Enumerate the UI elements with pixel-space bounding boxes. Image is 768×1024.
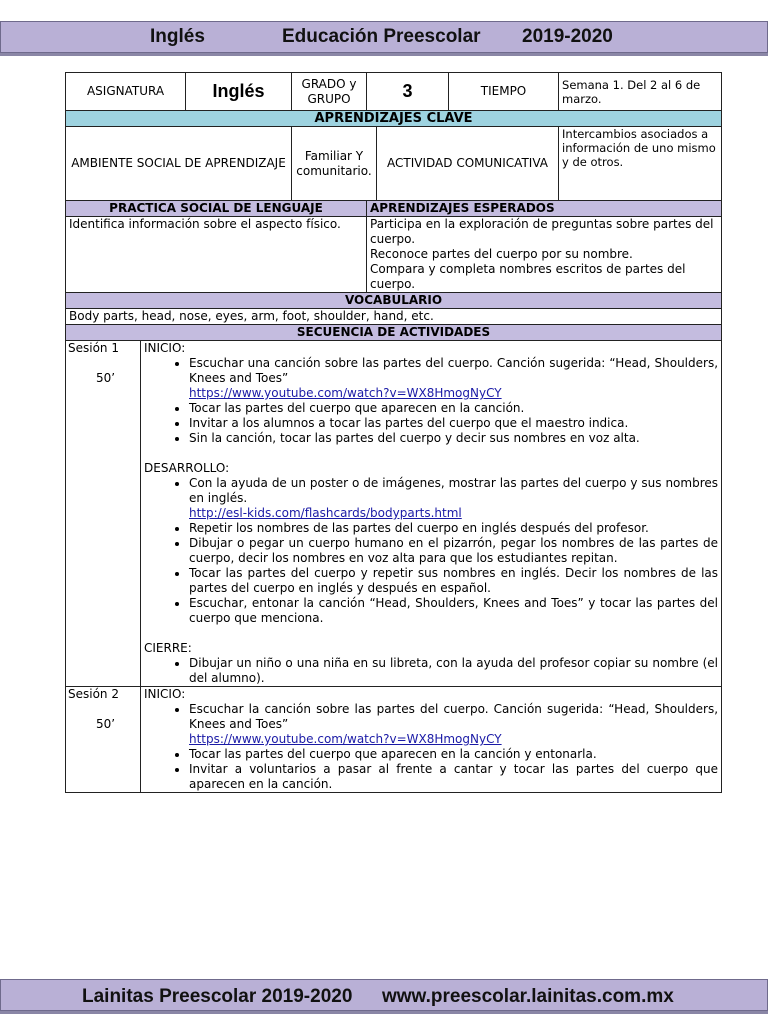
esperados-label: APRENDIZAJES ESPERADOS: [367, 201, 722, 217]
secuencia-header: SECUENCIA DE ACTIVIDADES: [66, 325, 722, 341]
cierre-label: CIERRE:: [144, 641, 192, 655]
bottom-banner: [0, 979, 768, 1011]
banner-level: Educación Preescolar: [282, 26, 481, 47]
flashcards-link[interactable]: http://esl-kids.com/flashcards/bodyparts.html: [189, 506, 462, 520]
list-item: • Tocar las partes del cuerpo que aparecen en la canción y entonarla.: [189, 747, 718, 762]
practica-value: Identifica información sobre el aspecto físico.: [66, 217, 367, 293]
session-activities: [141, 341, 722, 687]
list-item: • Dibujar un niño o una niña en su libreta, con la ayuda del profesor copiar su nombre (el del alumno).: [189, 656, 718, 686]
list-item: • Sin la canción, tocar las partes del cuerpo y decir sus nombres en voz alta.: [189, 431, 718, 446]
list-item: • Tocar las partes del cuerpo que aparecen en la canción.: [189, 401, 718, 416]
list-item: • Escuchar la canción sobre las partes del cuerpo. Canción sugerida: “Head, Shoulders, Knees and Toes” https://www.youtube.com/watch?v=WX8HmogNyCY: [189, 702, 718, 747]
session-cell: [66, 341, 141, 687]
session-activities: [141, 687, 722, 793]
grado-value: 3: [367, 73, 449, 111]
inicio-list: [144, 702, 718, 792]
ambiente-value: Familiar Y comunitario.: [292, 127, 377, 201]
list-item: • Invitar a los alumnos a tocar las partes del cuerpo que el maestro indica.: [189, 416, 718, 431]
top-banner: [0, 21, 768, 53]
youtube-link[interactable]: https://www.youtube.com/watch?v=WX8HmogNyCY: [189, 732, 502, 746]
list-item: • Invitar a voluntarios a pasar al frente a cantar y tocar las partes del cuerpo que aparecen en la canción.: [189, 762, 718, 792]
session-name: Sesión 2: [68, 687, 119, 701]
list-item: • Tocar las partes del cuerpo y repetir sus nombres en inglés. Decir los nombres de las partes del cuerpo en inglés y después en español.: [189, 566, 718, 596]
session-row: [66, 341, 722, 687]
esperados-list: [367, 217, 722, 293]
practica-label: PRACTICA SOCIAL DE LENGUAJE: [66, 201, 367, 217]
session-time: 50’: [96, 371, 116, 385]
ambiente-label: AMBIENTE SOCIAL DE APRENDIZAJE: [66, 127, 292, 201]
cierre-list: [144, 656, 718, 686]
asignatura-label: ASIGNATURA: [66, 73, 186, 111]
session-name: Sesión 1: [68, 341, 119, 355]
actividad-value: Intercambios asociados a información de uno mismo y de otros.: [559, 127, 722, 201]
inicio-label: INICIO:: [144, 687, 186, 701]
list-item: • Escuchar, entonar la canción “Head, Shoulders, Knees and Toes” y tocar las partes del cuerpo que menciona.: [189, 596, 718, 626]
esperado-item: Participa en la exploración de preguntas sobre partes del cuerpo.: [370, 217, 714, 246]
youtube-link[interactable]: https://www.youtube.com/watch?v=WX8HmogNyCY: [189, 386, 502, 400]
actividad-label: ACTIVIDAD COMUNICATIVA: [377, 127, 559, 201]
lesson-plan-table: [65, 72, 722, 793]
asignatura-value: Inglés: [186, 73, 292, 111]
desarrollo-label: DESARROLLO:: [144, 461, 230, 475]
list-item: • Escuchar una canción sobre las partes del cuerpo. Canción sugerida: “Head, Shoulders, Knees and Toes” https://www.youtube.com/watch?v=WX8HmogNyCY: [189, 356, 718, 401]
esperado-item: Compara y completa nombres escritos de partes del cuerpo.: [370, 262, 686, 291]
footer-url[interactable]: www.preescolar.lainitas.com.mx: [382, 986, 674, 1007]
inicio-list: [144, 356, 718, 446]
list-item: • Con la ayuda de un poster o de imágenes, mostrar las partes del cuerpo y sus nombres en inglés. http://esl-kids.com/flashcards/bodyparts.html: [189, 476, 718, 521]
session-cell: [66, 687, 141, 793]
desarrollo-list: [144, 476, 718, 626]
list-item: • Dibujar o pegar un cuerpo humano en el pizarrón, pegar los nombres de las partes de cuerpo, decir los nombres en voz alta para que los estudiantes repitan.: [189, 536, 718, 566]
tiempo-label: TIEMPO: [449, 73, 559, 111]
footer-site-name: Lainitas Preescolar 2019-2020: [82, 986, 353, 1007]
session-time: 50’: [96, 717, 116, 731]
vocabulario-header: VOCABULARIO: [66, 293, 722, 309]
banner-year: 2019-2020: [522, 26, 613, 47]
tiempo-value: Semana 1. Del 2 al 6 de marzo.: [559, 73, 722, 111]
session-row: [66, 687, 722, 793]
grado-label: GRADO y GRUPO: [292, 73, 367, 111]
esperado-item: Reconoce partes del cuerpo por su nombre.: [370, 247, 633, 261]
list-item: • Repetir los nombres de las partes del cuerpo en inglés después del profesor.: [189, 521, 718, 536]
inicio-label: INICIO:: [144, 341, 186, 355]
banner-subject: Inglés: [150, 26, 205, 47]
vocabulario-value: Body parts, head, nose, eyes, arm, foot, shoulder, hand, etc.: [66, 309, 722, 325]
aprendizajes-clave-header: APRENDIZAJES CLAVE: [66, 111, 722, 127]
